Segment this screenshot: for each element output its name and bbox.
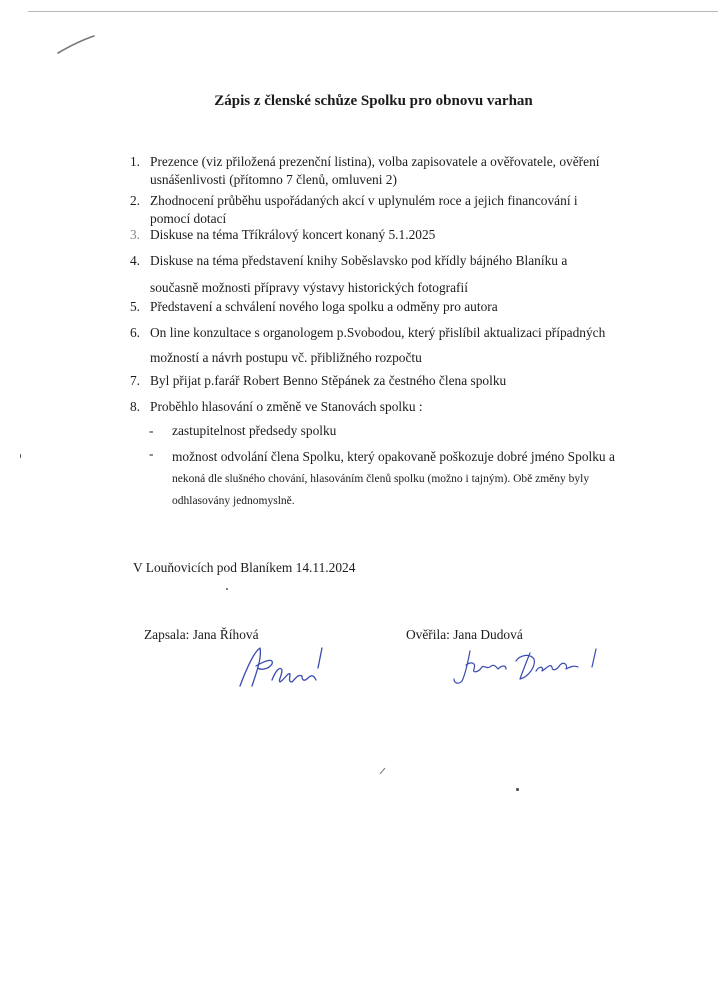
subitem-line: možnost odvolání člena Spolku, který opakovaně poškozuje dobré jméno Spolku a bbox=[172, 449, 615, 464]
scan-speck bbox=[20, 454, 21, 458]
bullet-dash: - bbox=[149, 446, 154, 461]
agenda-text: Představení a schválení nového loga spolku a odměny pro autora bbox=[150, 299, 498, 314]
agenda-line: možností a návrh postupu vč. přibližného rozpočtu bbox=[150, 350, 422, 365]
agenda-number: 7. bbox=[129, 373, 140, 388]
document-title: Zápis z členské schůze Spolku pro obnovu varhan bbox=[214, 93, 533, 109]
signature-rihova-icon bbox=[232, 640, 332, 692]
agenda-text: Proběhlo hlasování o změně ve Stanovách spolku : bbox=[150, 399, 423, 414]
agenda-number: 2. bbox=[129, 193, 140, 208]
scan-speck bbox=[516, 788, 519, 791]
agenda-text bbox=[150, 193, 670, 227]
agenda-number: 6. bbox=[129, 325, 140, 340]
agenda-line: Prezence (viz přiložená prezenční listina), volba zapisovatele a ověřovatele, ověření bbox=[150, 154, 600, 169]
scan-edge-line bbox=[28, 11, 718, 12]
agenda-line: Diskuse na téma představení knihy Soběslavsko pod křídly bájného Blaníku a bbox=[150, 253, 568, 268]
subitem-text bbox=[172, 446, 652, 512]
agenda-text bbox=[150, 325, 670, 366]
recorded-by-label: Zapsala: Jana Říhová bbox=[144, 627, 259, 642]
agenda-line: On line konzultace s organologem p.Svobodou, který přislíbil aktualizaci případných bbox=[150, 325, 606, 340]
place-and-date: V Louňovicích pod Blaníkem 14.11.2024 bbox=[133, 560, 356, 575]
pen-mark-icon bbox=[56, 34, 96, 56]
signature-dudova-icon bbox=[446, 643, 616, 689]
agenda-text bbox=[150, 253, 670, 296]
subitem-line: odhlasovány jednomyslně. bbox=[172, 495, 295, 507]
agenda-text: Diskuse na téma Tříkrálový koncert konaný 5.1.2025 bbox=[150, 227, 436, 242]
agenda-number: 8. bbox=[129, 399, 140, 414]
agenda-text bbox=[150, 154, 670, 188]
scan-speck bbox=[226, 588, 228, 590]
bullet-dash: - bbox=[149, 423, 154, 438]
agenda-number: 5. bbox=[129, 299, 140, 314]
agenda-text: Byl přijat p.farář Robert Benno Stěpánek za čestného člena spolku bbox=[150, 373, 507, 388]
agenda-number: 1. bbox=[129, 154, 140, 169]
agenda-line: pomocí dotací bbox=[150, 211, 227, 226]
agenda-number: 3. bbox=[129, 227, 140, 242]
agenda-line: Zhodnocení průběhu uspořádaných akcí v uplynulém roce a jejich financování i bbox=[150, 193, 578, 208]
verified-by-label: Ověřila: Jana Dudová bbox=[406, 627, 523, 642]
agenda-line: současně možnosti přípravy výstavy historických fotografií bbox=[150, 280, 468, 295]
agenda-line: usnášenlivosti (přítomno 7 členů, omluveni 2) bbox=[150, 172, 397, 187]
scan-mark-icon bbox=[378, 766, 388, 776]
subitem-line: nekoná dle slušného chování, hlasováním členů spolku (možno i tajným). Obě změny byly bbox=[172, 473, 590, 485]
subitem-text: zastupitelnost předsedy spolku bbox=[172, 423, 337, 438]
agenda-number: 4. bbox=[129, 253, 140, 268]
